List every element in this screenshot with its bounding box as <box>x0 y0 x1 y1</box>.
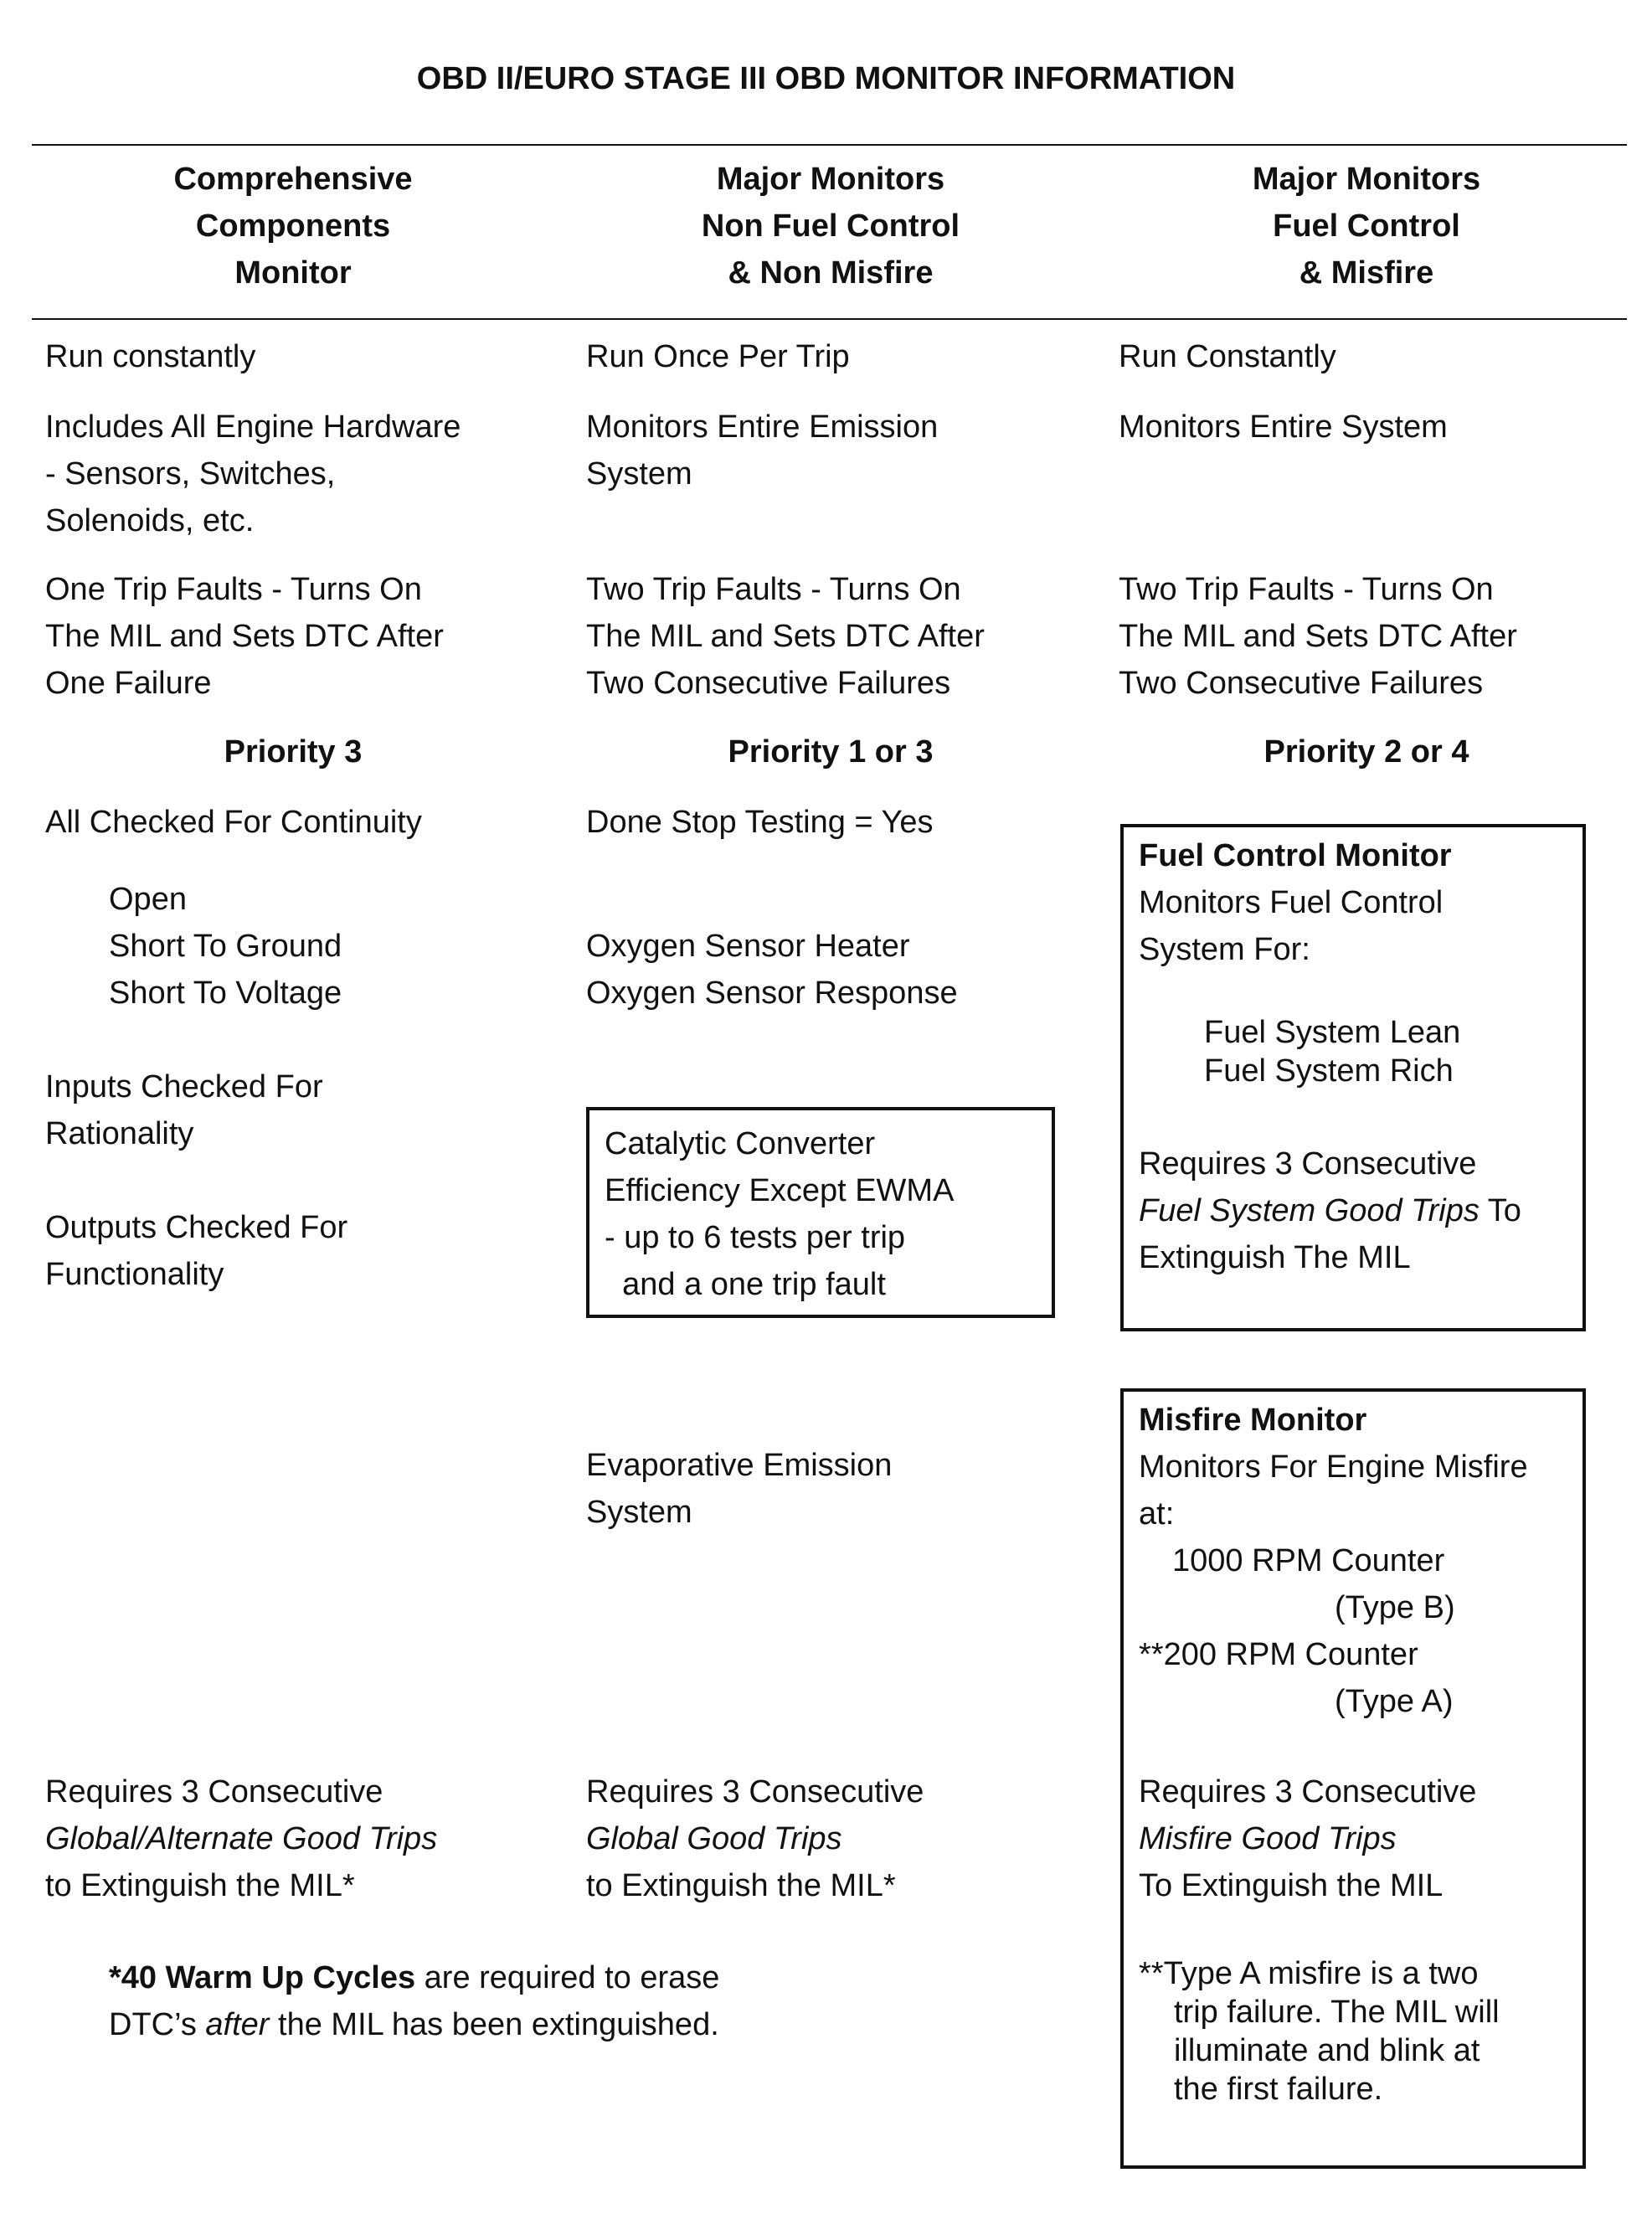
header-line: Monitor <box>234 255 352 291</box>
footnote-line-1 <box>109 1954 719 2001</box>
footnote <box>109 1954 719 2048</box>
footnote-text: are required to erase <box>415 1960 720 1995</box>
col2-priority: Priority 1 or 3 <box>728 734 934 770</box>
page-title: OBD II/EURO STAGE III OBD MONITOR INFORMATION <box>416 61 1236 96</box>
text-line: Requires 3 Consecutive <box>1139 1146 1477 1182</box>
col1-checks <box>109 876 342 1017</box>
col1-faults <box>45 566 444 707</box>
good-trips-label: Fuel System Good Trips <box>1139 1193 1480 1228</box>
text-line: System <box>586 1495 692 1530</box>
text-line: Rationality <box>45 1116 194 1151</box>
col2-evaporative <box>586 1442 892 1536</box>
misfire-note <box>1139 1954 1500 2108</box>
text-line: - Sensors, Switches, <box>45 456 336 492</box>
footnote-italic: after <box>205 2007 270 2042</box>
text-line: Fuel System Lean <box>1204 1015 1461 1050</box>
header-line: & Non Misfire <box>728 255 934 291</box>
catalytic-converter-box <box>586 1107 1055 1318</box>
text-line: Requires 3 Consecutive <box>1139 1774 1477 1810</box>
col3-priority: Priority 2 or 4 <box>1263 734 1469 770</box>
catalytic-converter-text <box>605 1120 954 1308</box>
text-line: The MIL and Sets DTC After <box>1119 619 1517 654</box>
header-non-fuel-control <box>563 156 1099 296</box>
misfire-type-b: (Type B) <box>1335 1590 1455 1625</box>
text-line: illuminate and blink at <box>1174 2033 1480 2068</box>
footnote-bold: *40 Warm Up Cycles <box>109 1960 416 1995</box>
text-line: Monitors Fuel Control <box>1139 885 1444 920</box>
header-line: Components <box>195 209 391 244</box>
text-line: Monitors For Engine Misfire <box>1139 1449 1528 1485</box>
text-fragment: To <box>1479 1193 1521 1228</box>
text-line: Fuel System Rich <box>1204 1053 1454 1089</box>
good-trips-label: Global/Alternate Good Trips <box>45 1821 438 1856</box>
text-line: and a one trip fault <box>605 1267 886 1302</box>
col1-requires <box>45 1769 437 1909</box>
text-line: Outputs Checked For <box>45 1210 348 1245</box>
text-line: Two Consecutive Failures <box>586 666 951 701</box>
text-line: Short To Ground <box>109 929 342 964</box>
col3-faults <box>1119 566 1517 707</box>
col2-monitors <box>586 404 938 497</box>
misfire-requires <box>1139 1769 1476 1909</box>
col1-inputs <box>45 1063 323 1157</box>
text-line: Efficiency Except EWMA <box>605 1173 955 1208</box>
col1-includes <box>45 404 461 544</box>
text-line: Includes All Engine Hardware <box>45 409 461 445</box>
text-line: Short To Voltage <box>109 976 342 1011</box>
text-line: System <box>586 456 692 492</box>
col2-run: Run Once Per Trip <box>586 339 850 374</box>
col1-priority: Priority 3 <box>224 734 363 770</box>
col3-run: Run Constantly <box>1119 339 1336 374</box>
text-line: Extinguish The MIL <box>1139 1240 1411 1275</box>
fuel-control-monitor-box <box>1120 824 1586 1331</box>
text-line: Two Consecutive Failures <box>1119 666 1484 701</box>
text-line: System For: <box>1139 932 1310 967</box>
fuel-control-description <box>1139 879 1443 973</box>
text-line: Requires 3 Consecutive <box>45 1774 383 1810</box>
header-line: Non Fuel Control <box>701 209 960 244</box>
col2-done: Done Stop Testing = Yes <box>586 805 934 840</box>
misfire-heading: Misfire Monitor <box>1139 1403 1367 1438</box>
footnote-line-2 <box>109 2001 719 2048</box>
misfire-monitor-box <box>1120 1388 1586 2169</box>
footnote-text: DTC’s <box>109 2007 206 2042</box>
misfire-description <box>1139 1444 1528 1537</box>
text-line: One Trip Faults - Turns On <box>45 572 422 607</box>
misfire-counter-200: **200 RPM Counter <box>1139 1637 1418 1672</box>
col3-monitors: Monitors Entire System <box>1119 409 1448 445</box>
footnote-text: the MIL has been extinguished. <box>269 2007 719 2042</box>
text-line <box>1139 1187 1521 1234</box>
header-fuel-control-misfire <box>1099 156 1634 296</box>
header-top-rule <box>32 144 1627 146</box>
text-line: Inputs Checked For <box>45 1069 323 1104</box>
text-line: Requires 3 Consecutive <box>586 1774 924 1810</box>
text-line: Oxygen Sensor Response <box>586 976 958 1011</box>
good-trips-label: Misfire Good Trips <box>1139 1821 1397 1856</box>
text-line: Evaporative Emission <box>586 1448 893 1483</box>
text-line: The MIL and Sets DTC After <box>45 619 444 654</box>
text-line: Catalytic Converter <box>605 1126 876 1161</box>
text-line: to Extinguish the MIL* <box>586 1868 896 1903</box>
col1-run: Run constantly <box>45 339 256 374</box>
header-line: & Misfire <box>1299 255 1434 291</box>
text-line: to Extinguish the MIL* <box>45 1868 355 1903</box>
text-line: at: <box>1139 1496 1175 1532</box>
header-line: Comprehensive <box>173 162 413 197</box>
header-comprehensive-components <box>25 156 561 296</box>
header-line: Fuel Control <box>1273 209 1460 244</box>
header-line: Major Monitors <box>1252 162 1481 197</box>
text-line: the first failure. <box>1174 2072 1383 2107</box>
col1-continuity: All Checked For Continuity <box>45 805 422 840</box>
good-trips-label: Global Good Trips <box>586 1821 842 1856</box>
misfire-type-a: (Type A) <box>1335 1684 1454 1719</box>
text-line: To Extinguish the MIL <box>1139 1868 1444 1903</box>
fuel-control-heading: Fuel Control Monitor <box>1139 838 1452 873</box>
text-line: Open <box>109 882 187 917</box>
text-line: The MIL and Sets DTC After <box>586 619 985 654</box>
fuel-control-requires <box>1139 1140 1521 1281</box>
fuel-system-conditions <box>1204 1013 1460 1090</box>
text-line: - up to 6 tests per trip <box>605 1220 906 1255</box>
text-line: trip failure. The MIL will <box>1174 1995 1500 2030</box>
text-line: Solenoids, etc. <box>45 503 255 538</box>
header-bottom-rule <box>32 318 1627 320</box>
text-line: One Failure <box>45 666 212 701</box>
text-line: Oxygen Sensor Heater <box>586 929 910 964</box>
col2-faults <box>586 566 985 707</box>
text-line: Monitors Entire Emission <box>586 409 939 445</box>
col1-outputs <box>45 1204 347 1298</box>
text-line: Functionality <box>45 1257 224 1292</box>
text-line: Two Trip Faults - Turns On <box>586 572 961 607</box>
text-line: **Type A misfire is a two <box>1139 1956 1479 1991</box>
col2-requires <box>586 1769 924 1909</box>
misfire-counter-1000: 1000 RPM Counter <box>1172 1543 1445 1578</box>
col2-oxygen-sensor <box>586 923 958 1017</box>
header-line: Major Monitors <box>716 162 945 197</box>
text-line: Two Trip Faults - Turns On <box>1119 572 1494 607</box>
